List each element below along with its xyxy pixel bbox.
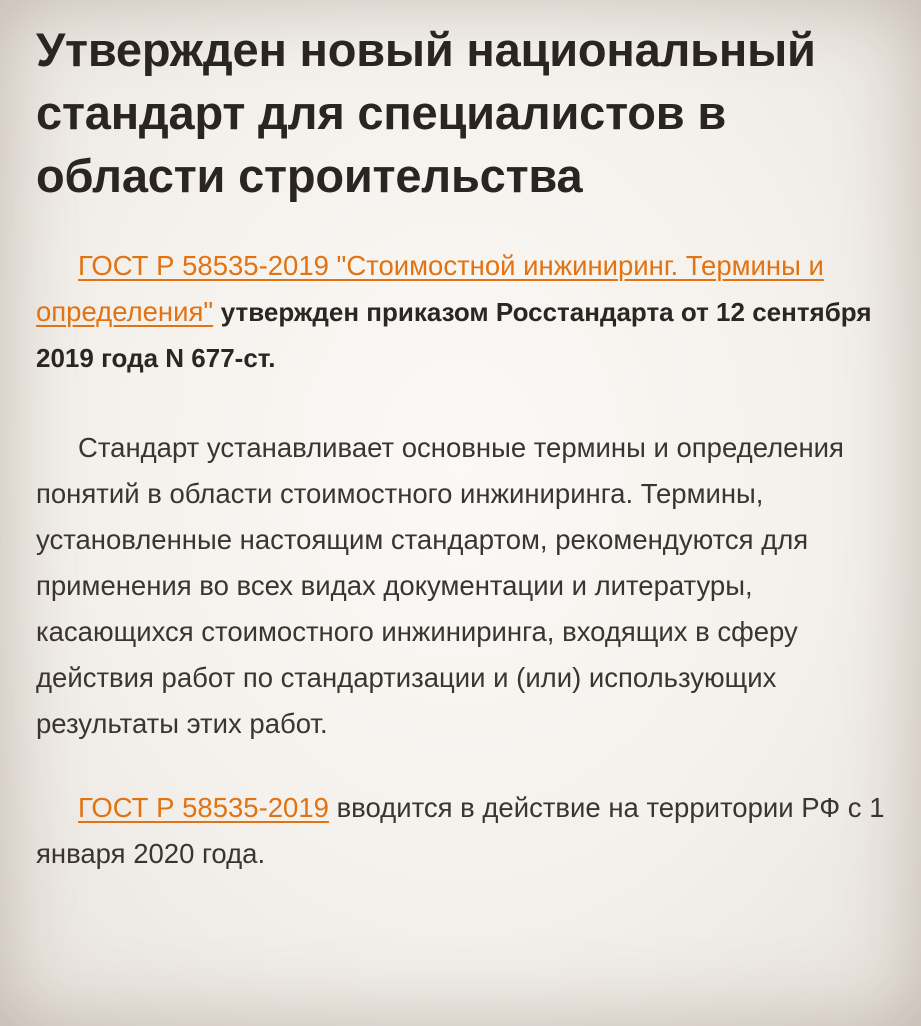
approval-text: утвержден приказом Росстандарта от 12 сентября 2019 года N 677-ст. [36, 297, 872, 373]
intro-paragraph [36, 243, 885, 381]
effective-date-paragraph [36, 785, 885, 877]
effective-date-text: вводится в действие на территории РФ с 1 января 2020 года. [36, 792, 885, 869]
body-paragraph: Стандарт устанавливает основные термины и определения понятий в области стоимостного инжиниринга. Термины, установленные настоящим стандартом, рекомендуются для применения во всех видах документации и литературы, касающихся стоимостного инжиниринга, входящих в сферу действия работ по стандартизации и (или) использующих результаты этих работ. [36, 432, 844, 739]
gost-short-link[interactable]: ГОСТ Р 58535-2019 [78, 792, 329, 823]
article-title: Утвержден новый национальный стандарт для специалистов в области строительства [36, 23, 816, 202]
gost-link[interactable]: ГОСТ Р 58535-2019 "Стоимостной инжиниринг. Термины и определения" [36, 250, 824, 327]
